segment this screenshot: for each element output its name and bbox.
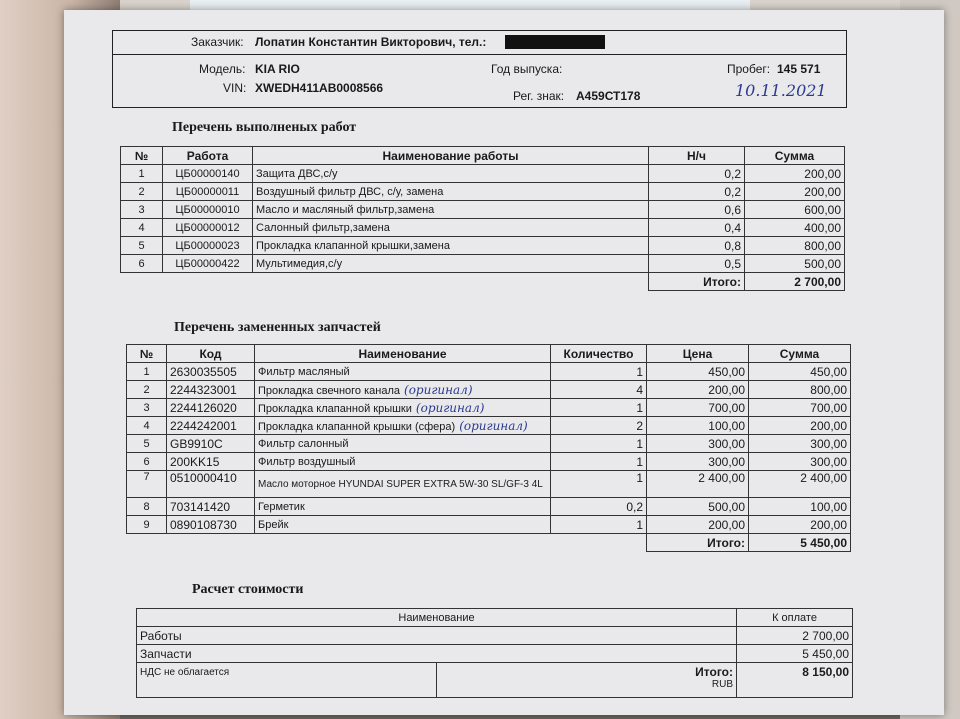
parts-row <box>127 399 851 417</box>
parts-row <box>127 435 851 453</box>
part-quantity: 0,2 <box>551 498 647 516</box>
part-number: 6 <box>127 453 167 471</box>
parts-row <box>127 516 851 534</box>
model-label: Модель: <box>199 62 246 76</box>
part-code: GB9910C <box>167 435 255 453</box>
part-quantity: 1 <box>551 399 647 417</box>
part-sum: 450,00 <box>749 363 851 381</box>
works-row <box>121 237 845 255</box>
col-number: № <box>127 345 167 363</box>
work-code: ЦБ00000012 <box>163 219 253 237</box>
part-code: 0890108730 <box>167 516 255 534</box>
part-sum: 200,00 <box>749 417 851 435</box>
part-name <box>255 453 551 471</box>
parts-total-value: 5 450,00 <box>749 534 851 552</box>
part-number: 5 <box>127 435 167 453</box>
cost-col-pay: К оплате <box>737 609 853 627</box>
part-number: 9 <box>127 516 167 534</box>
work-code: ЦБ00000023 <box>163 237 253 255</box>
col-number: № <box>121 147 163 165</box>
work-code: ЦБ00000011 <box>163 183 253 201</box>
customer-label: Заказчик: <box>191 35 244 49</box>
work-number: 3 <box>121 201 163 219</box>
works-total-value: 2 700,00 <box>745 273 845 291</box>
work-sum: 200,00 <box>745 165 845 183</box>
works-row <box>121 255 845 273</box>
col-work-name: Наименование работы <box>253 147 649 165</box>
works-row <box>121 201 845 219</box>
customer-header <box>112 30 847 108</box>
vin-label: VIN: <box>223 81 247 95</box>
part-code: 2244242001 <box>167 417 255 435</box>
handwritten-date: 10.11.2021 <box>735 81 827 100</box>
part-name <box>255 471 551 498</box>
parts-table <box>126 344 851 552</box>
cost-works-value: 2 700,00 <box>737 627 853 645</box>
works-row <box>121 219 845 237</box>
part-quantity: 1 <box>551 516 647 534</box>
part-name <box>255 381 551 399</box>
part-number: 3 <box>127 399 167 417</box>
cost-currency: RUB <box>711 679 734 690</box>
part-name-text: Герметик <box>258 500 305 513</box>
work-sum: 800,00 <box>745 237 845 255</box>
part-quantity: 1 <box>551 471 647 498</box>
part-name-text: Фильтр салонный <box>258 437 349 450</box>
cost-table <box>136 608 853 698</box>
part-code: 703141420 <box>167 498 255 516</box>
part-sum: 100,00 <box>749 498 851 516</box>
cost-title: Расчет стоимости <box>192 582 304 597</box>
mileage-value: 145 571 <box>777 62 821 76</box>
part-price: 450,00 <box>647 363 749 381</box>
part-number: 7 <box>127 471 167 498</box>
part-name-text: Масло моторное HYUNDAI SUPER EXTRA 5W-30 SL/GF-3 4L <box>258 478 543 490</box>
parts-row <box>127 471 851 498</box>
cost-row-parts <box>137 645 853 663</box>
handwritten-note: (оригинал) <box>404 382 473 397</box>
parts-row <box>127 417 851 435</box>
cost-row-works <box>137 627 853 645</box>
part-price: 200,00 <box>647 381 749 399</box>
part-price: 300,00 <box>647 435 749 453</box>
parts-row <box>127 381 851 399</box>
cost-col-name: Наименование <box>137 609 737 627</box>
col-sum: Сумма <box>745 147 845 165</box>
part-quantity: 1 <box>551 363 647 381</box>
part-quantity: 2 <box>551 417 647 435</box>
works-total-label: Итого: <box>649 273 745 291</box>
part-code: 2244126020 <box>167 399 255 417</box>
part-name-text: Брейк <box>258 518 289 531</box>
col-part-name: Наименование <box>255 345 551 363</box>
reg-label: Рег. знак: <box>513 89 565 103</box>
work-number: 1 <box>121 165 163 183</box>
part-code: 2244323001 <box>167 381 255 399</box>
work-sum: 600,00 <box>745 201 845 219</box>
part-sum: 300,00 <box>749 435 851 453</box>
part-price: 700,00 <box>647 399 749 417</box>
part-price: 300,00 <box>647 453 749 471</box>
part-number: 2 <box>127 381 167 399</box>
work-name: Воздушный фильтр ДВС, с/у, замена <box>253 183 649 201</box>
work-name: Масло и масляный фильтр,замена <box>253 201 649 219</box>
part-sum: 700,00 <box>749 399 851 417</box>
parts-row <box>127 498 851 516</box>
redacted-phone <box>505 35 605 49</box>
cost-header-row <box>137 609 853 627</box>
parts-title: Перечень замененных запчастей <box>174 320 381 335</box>
vin-value: XWEDH411AB0008566 <box>255 81 384 95</box>
part-quantity: 1 <box>551 435 647 453</box>
year-label: Год выпуска: <box>491 62 563 76</box>
work-code: ЦБ00000140 <box>163 165 253 183</box>
work-number: 4 <box>121 219 163 237</box>
work-name: Прокладка клапанной крышки,замена <box>253 237 649 255</box>
work-hours: 0,4 <box>649 219 745 237</box>
parts-header-row <box>127 345 851 363</box>
work-sum: 400,00 <box>745 219 845 237</box>
work-name: Мультимедия,с/у <box>253 255 649 273</box>
part-quantity: 4 <box>551 381 647 399</box>
handwritten-note: (оригинал) <box>415 400 485 415</box>
handwritten-note: (оригинал) <box>459 418 528 433</box>
part-number: 4 <box>127 417 167 435</box>
cost-parts-value: 5 450,00 <box>737 645 853 663</box>
part-price: 500,00 <box>647 498 749 516</box>
cost-total-value: 8 150,00 <box>737 663 853 698</box>
work-sum: 500,00 <box>745 255 845 273</box>
header-divider <box>113 54 846 55</box>
parts-total-label: Итого: <box>647 534 749 552</box>
col-work: Работа <box>163 147 253 165</box>
part-code: 200KK15 <box>167 453 255 471</box>
parts-total-row <box>127 534 851 552</box>
col-sum: Сумма <box>749 345 851 363</box>
works-row <box>121 183 845 201</box>
works-header-row <box>121 147 845 165</box>
parts-row <box>127 453 851 471</box>
cost-total-label: Итого: <box>695 665 734 679</box>
model-value: KIA RIO <box>255 62 300 76</box>
part-price: 2 400,00 <box>647 471 749 498</box>
part-name <box>255 435 551 453</box>
part-name <box>255 363 551 381</box>
part-sum: 800,00 <box>749 381 851 399</box>
invoice-sheet <box>64 10 944 715</box>
work-hours: 0,5 <box>649 255 745 273</box>
work-hours: 0,2 <box>649 165 745 183</box>
work-name: Защита ДВС,с/у <box>253 165 649 183</box>
cost-total-cell <box>437 663 737 698</box>
part-name <box>255 498 551 516</box>
work-name: Салонный фильтр,замена <box>253 219 649 237</box>
part-sum: 300,00 <box>749 453 851 471</box>
part-sum: 200,00 <box>749 516 851 534</box>
part-name-text: Прокладка клапанной крышки (сфера) <box>258 420 456 433</box>
cost-works-label: Работы <box>137 627 737 645</box>
work-hours: 0,2 <box>649 183 745 201</box>
customer-name: Лопатин Константин Викторович, тел.: <box>255 35 487 49</box>
work-sum: 200,00 <box>745 183 845 201</box>
col-hours: Н/ч <box>649 147 745 165</box>
part-name <box>255 399 551 417</box>
col-price: Цена <box>647 345 749 363</box>
works-table <box>120 146 845 291</box>
vat-note: НДС не облагается <box>137 663 437 698</box>
work-code: ЦБ00000010 <box>163 201 253 219</box>
part-sum: 2 400,00 <box>749 471 851 498</box>
work-code: ЦБ00000422 <box>163 255 253 273</box>
work-number: 2 <box>121 183 163 201</box>
part-name-text: Прокладка клапанной крышки <box>258 402 412 415</box>
works-total-row <box>121 273 845 291</box>
part-name-text: Фильтр масляный <box>258 365 350 378</box>
parts-row <box>127 363 851 381</box>
part-number: 8 <box>127 498 167 516</box>
cost-total-row <box>137 663 853 698</box>
part-code: 2630035505 <box>167 363 255 381</box>
work-hours: 0,6 <box>649 201 745 219</box>
works-title: Перечень выполненых работ <box>172 120 357 135</box>
cost-parts-label: Запчасти <box>137 645 737 663</box>
col-quantity: Количество <box>551 345 647 363</box>
reg-value: А459СТ178 <box>576 89 641 103</box>
part-code: 0510000410 <box>167 471 255 498</box>
work-number: 5 <box>121 237 163 255</box>
work-number: 6 <box>121 255 163 273</box>
part-price: 100,00 <box>647 417 749 435</box>
work-hours: 0,8 <box>649 237 745 255</box>
works-row <box>121 165 845 183</box>
part-number: 1 <box>127 363 167 381</box>
mileage-label: Пробег: <box>727 62 771 76</box>
part-name <box>255 516 551 534</box>
part-price: 200,00 <box>647 516 749 534</box>
part-name-text: Прокладка свечного канала <box>258 384 401 397</box>
part-name-text: Фильтр воздушный <box>258 455 356 468</box>
col-code: Код <box>167 345 255 363</box>
part-name <box>255 417 551 435</box>
part-quantity: 1 <box>551 453 647 471</box>
